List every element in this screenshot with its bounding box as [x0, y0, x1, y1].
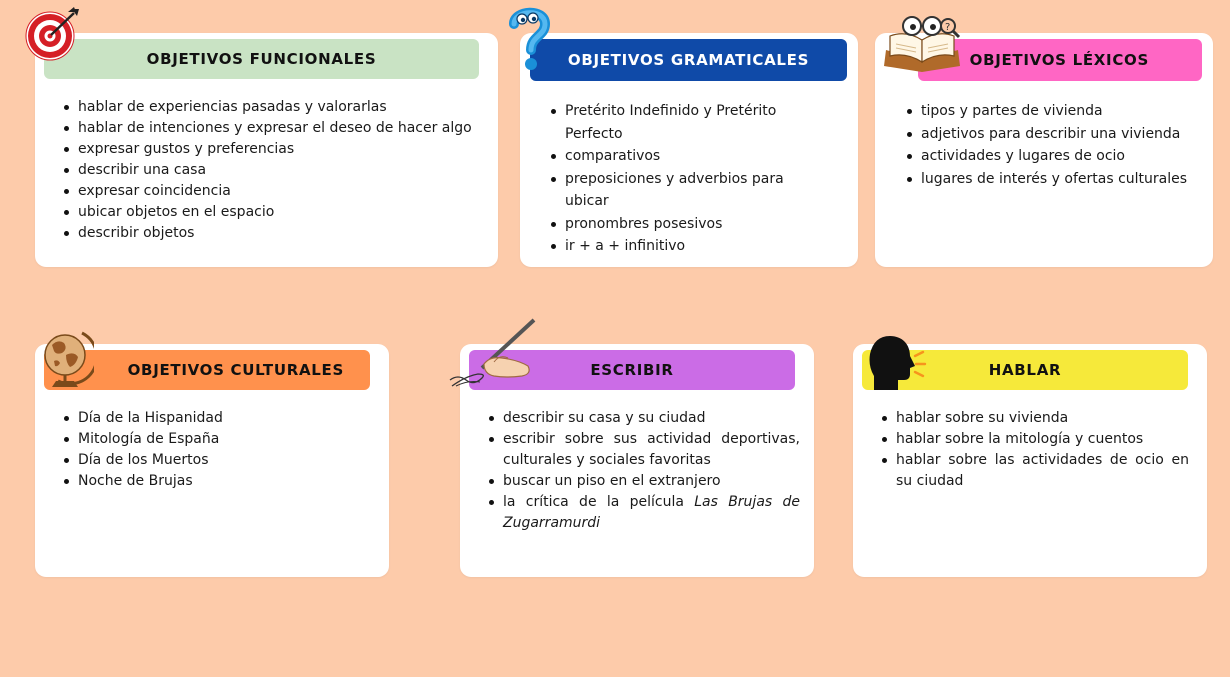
- list-item: hablar sobre la mitología y cuentos: [880, 429, 1189, 450]
- film-title: Las Brujas de Zugarramurdi: [503, 494, 800, 531]
- globe-icon: [38, 325, 94, 391]
- list-item: [487, 492, 800, 534]
- list-item: describir objetos: [62, 223, 482, 244]
- header-objetivos-gramaticales: [530, 39, 847, 81]
- list-item: Día de la Hispanidad: [62, 408, 362, 429]
- list-item: ubicar objetos en el espacio: [62, 202, 482, 223]
- header-objetivos-funcionales: [44, 39, 479, 79]
- list-item: hablar de intenciones y expresar el deseo de hacer algo: [62, 118, 482, 139]
- target-icon: [22, 6, 82, 62]
- list-item: adjetivos para describir una vivienda: [905, 123, 1190, 146]
- list-item: expresar gustos y preferencias: [62, 139, 482, 160]
- speaking-head-icon: [868, 334, 928, 392]
- list-escribir: [487, 408, 800, 534]
- list-item: hablar de experiencias pasadas y valorarlas: [62, 97, 482, 118]
- list-objetivos-culturales: [62, 408, 362, 492]
- section-title: OBJETIVOS GRAMATICALES: [567, 51, 810, 69]
- list-item: describir una casa: [62, 160, 482, 181]
- section-title: OBJETIVOS LÉXICOS: [969, 51, 1149, 69]
- list-item: actividades y lugares de ocio: [905, 145, 1190, 168]
- section-title: HABLAR: [988, 361, 1062, 379]
- list-item: preposiciones y adverbios para ubicar: [549, 168, 804, 213]
- list-item: Noche de Brujas: [62, 471, 362, 492]
- list-item: expresar coincidencia: [62, 181, 482, 202]
- list-hablar: [880, 408, 1189, 492]
- list-item: hablar sobre las actividades de ocio en su ciudad: [880, 450, 1189, 492]
- list-item: ir + a + infinitivo: [549, 235, 804, 258]
- list-item: comparativos: [549, 145, 804, 168]
- svg-text:?: ?: [945, 22, 951, 33]
- writing-hand-icon: [448, 318, 540, 390]
- list-item: Pretérito Indefinido y Pretérito Perfecto: [549, 100, 804, 145]
- list-objetivos-lexicos: [905, 100, 1190, 190]
- section-title: OBJETIVOS CULTURALES: [127, 361, 344, 379]
- list-objetivos-funcionales: [62, 97, 482, 244]
- list-item: buscar un piso en el extranjero: [487, 471, 800, 492]
- list-item-text: la crítica de la película: [503, 494, 695, 510]
- list-item: Mitología de España: [62, 429, 362, 450]
- list-item: describir su casa y su ciudad: [487, 408, 800, 429]
- section-title: ESCRIBIR: [590, 361, 674, 379]
- list-item: Día de los Muertos: [62, 450, 362, 471]
- question-mark-icon: [505, 4, 553, 74]
- list-objetivos-gramaticales: [549, 100, 804, 258]
- list-item: hablar sobre su vivienda: [880, 408, 1189, 429]
- list-item: pronombres posesivos: [549, 213, 804, 236]
- book-reader-icon: [880, 10, 966, 72]
- list-item: escribir sobre sus actividad deportivas, culturales y sociales favoritas: [487, 429, 800, 471]
- list-item: tipos y partes de vivienda: [905, 100, 1190, 123]
- section-title: OBJETIVOS FUNCIONALES: [146, 50, 377, 68]
- list-item: lugares de interés y ofertas culturales: [905, 168, 1190, 191]
